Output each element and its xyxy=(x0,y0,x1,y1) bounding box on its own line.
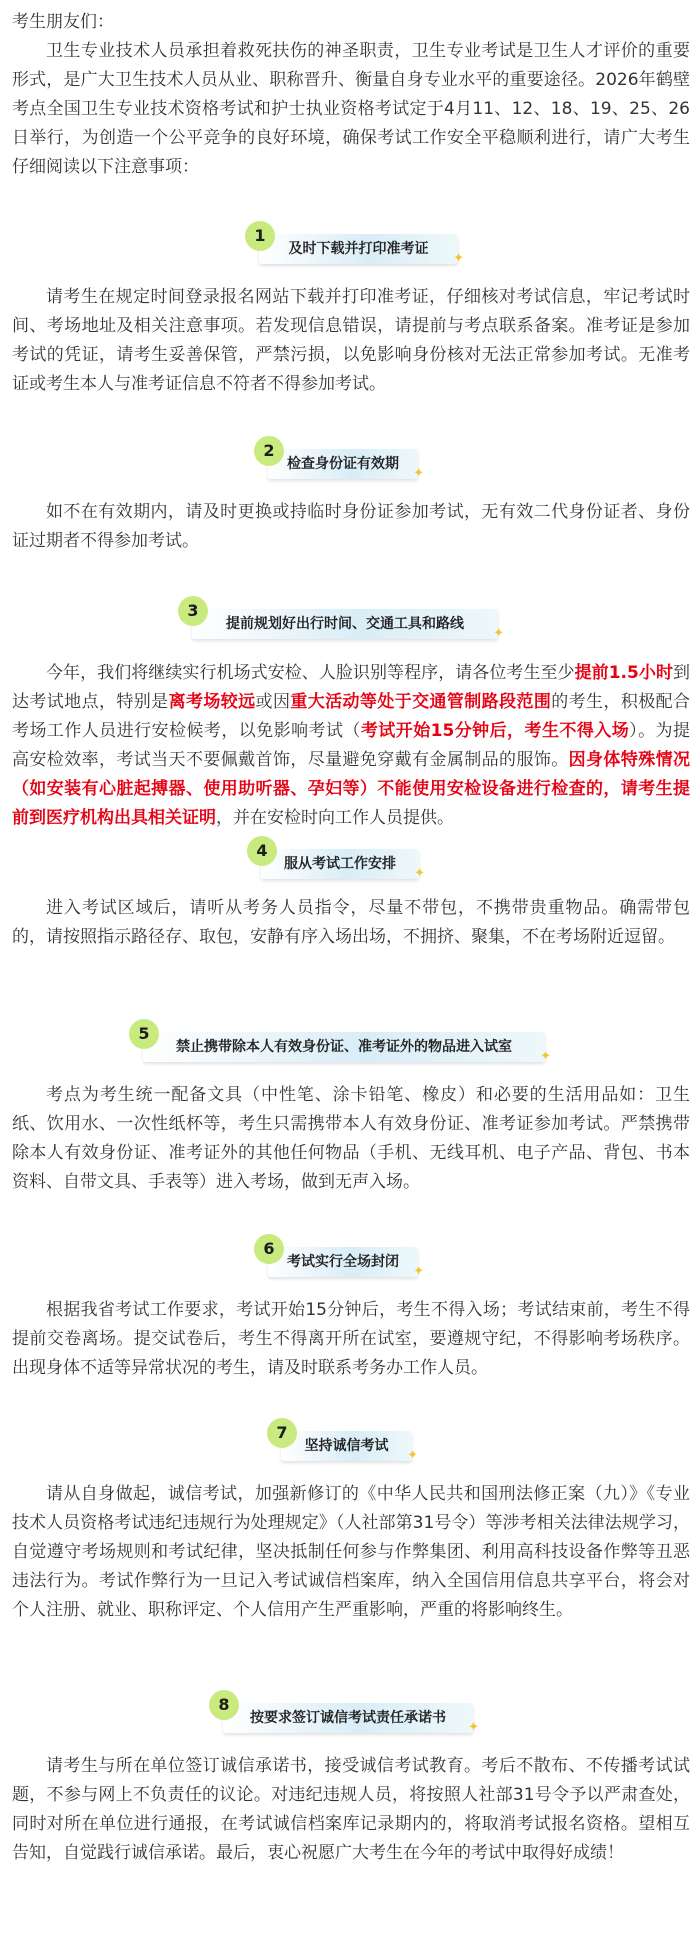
section-3-body xyxy=(12,659,690,833)
sparkle-icon: ✦ xyxy=(453,251,464,266)
section-title: 坚持诚信考试 xyxy=(304,1438,389,1454)
section-title: 禁止携带除本人有效身份证、准考证外的物品进入试室 xyxy=(176,1039,512,1055)
sparkle-icon: ✦ xyxy=(413,1264,424,1279)
section-7-body: 请从自身做起，诚信考试，加强新修订的《中华人民共和国刑法修正案（九）》《专业技术人员资格考试违纪违规行为处理规定》（人社部第31号令）等涉考相关法律法规学习，自觉遵守考场规则和考试纪律，坚决抵制任何参与作弊集团、利用高科技设备作弊等丑恶违法行为。考试作弊行为一旦记入考试诚信档案库，纳入全国信用信息共享平台，将会对个人注册、就业、职称评定、个人信用产生严重影响，严重的将影响终生。 xyxy=(12,1484,690,1620)
greeting: 考生朋友们： xyxy=(12,12,114,32)
section-title: 检查身份证有效期 xyxy=(287,456,399,472)
section-5-header xyxy=(129,1019,551,1064)
intro-paragraph: 卫生专业技术人员承担着救死扶伤的神圣职责，卫生专业考试是卫生人才评价的重要形式，是广大卫生技术人员从业、职称晋升、衡量自身专业水平的重要途径。2026年鹤壁考点全国卫生专业技术资格考试和护士执业资格考试定于4月11、12、18、19、25、26日举行，为创造一个公平竞争的良好环境，确保考试工作安全平稳顺利进行，请广大考生仔细阅读以下注意事项： xyxy=(12,41,690,177)
sparkle-icon: ✦ xyxy=(468,1720,479,1735)
body-text: ）。为提高安检效率，考试当天不要佩戴首饰，尽量避免穿戴有金属制品的服饰。 xyxy=(12,721,691,770)
section-5-body: 考点为考生统一配备文具（中性笔、涂卡铅笔、橡皮）和必要的生活用品如：卫生纸、饮用水、一次性纸杯等，考生只需携带本人有效身份证、准考证参加考试。严禁携带除本人有效身份证、准考证外的其他任何物品（手机、无线耳机、电子产品、背包、书本资料、自带文具、手表等）进入考场，做到无声入场。 xyxy=(12,1085,690,1192)
sparkle-icon: ✦ xyxy=(414,866,425,881)
section-1-header xyxy=(245,221,464,266)
sparkle-icon: ✦ xyxy=(407,1448,418,1463)
section-2-body: 如不在有效期内，请及时更换或持临时身份证参加考试，无有效二代身份证者、身份证过期者不得参加考试。 xyxy=(12,502,690,551)
section-number: 1 xyxy=(245,221,275,251)
body-text: 或因 xyxy=(255,692,291,712)
section-4-body: 进入考试区域后，请听从考务人员指令，尽量不带包，不携带贵重物品。确需带包的，请按照指示路径存、取包，安静有序入场出场，不拥挤、聚集，不在考场附近逗留。 xyxy=(12,898,690,947)
section-number: 7 xyxy=(267,1418,297,1448)
section-6-body: 根据我省考试工作要求，考试开始15分钟后，考生不得入场；考试结束前，考生不得提前交卷离场。提交试卷后，考生不得离开所在试室，要遵规守纪，不得影响考场秩序。出现身体不适等异常状况的考生，请及时联系考务办工作人员。 xyxy=(12,1300,690,1378)
section-number: 8 xyxy=(209,1690,239,1720)
section-1-body: 请考生在规定时间登录报名网站下载并打印准考证，仔细核对考试信息，牢记考试时间、考场地址及相关注意事项。若发现信息错误，请提前与考点联系备案。准考证是参加考试的凭证，请考生妥善保管，严禁污损，以免影响身份核对无法正常参加考试。无准考证或考生本人与准考证信息不符者不得参加考试。 xyxy=(12,287,690,394)
sparkle-icon: ✦ xyxy=(540,1049,551,1064)
section-3-header xyxy=(178,596,504,641)
section-number: 5 xyxy=(129,1019,159,1049)
body-text: 今年，我们将继续实行机场式安检、人脸识别等程序，请各位考生至少 xyxy=(46,663,575,683)
section-number: 4 xyxy=(247,836,277,866)
section-number: 3 xyxy=(178,596,208,626)
body-text: 到达考试地点，特别是 xyxy=(12,663,691,712)
section-8-body: 请考生与所在单位签订诚信承诺书，接受诚信考试教育。考后不散布、不传播考试试题，不参与网上不负责任的议论。对违纪违规人员，将按照人社部31号令予以严肃查处，同时对所在单位进行通报，在考试诚信档案库记录期内的，将取消考试报名资格。望相互告知，自觉践行诚信承诺。最后，衷心祝愿广大考生在今年的考试中取得好成绩！ xyxy=(12,1756,690,1863)
section-title: 按要求签订诚信考试责任承诺书 xyxy=(250,1710,446,1726)
section-4-header xyxy=(247,836,425,881)
section-8-header xyxy=(209,1690,479,1735)
section-title: 及时下载并打印准考证 xyxy=(288,241,429,257)
sparkle-icon: ✦ xyxy=(413,466,424,481)
section-title: 考试实行全场封闭 xyxy=(287,1254,399,1270)
emphasis-text: 考试开始15分钟后，考生不得入场 xyxy=(360,721,630,741)
body-text: 的考生，积极配合考场工作人员进行安检候考，以免影响考试（ xyxy=(12,692,691,741)
sparkle-icon: ✦ xyxy=(493,626,504,641)
section-6-header xyxy=(254,1234,424,1279)
section-title: 提前规划好出行时间、交通工具和路线 xyxy=(226,616,464,632)
emphasis-text: 离考场较远 xyxy=(168,692,256,712)
section-title: 服从考试工作安排 xyxy=(284,856,396,872)
section-number: 6 xyxy=(254,1234,284,1264)
section-2-header xyxy=(254,436,424,481)
emphasis-text: 因身体特殊情况（如安装有心脏起搏器、使用助听器、孕妇等）不能使用安检设备进行检查的，请考生提前到医疗机构出具相关证明 xyxy=(12,750,691,828)
emphasis-text: 重大活动等处于交通管制路段范围 xyxy=(290,692,552,712)
section-7-header xyxy=(267,1418,418,1463)
body-text: ，并在安检时向工作人员提供。 xyxy=(216,808,454,828)
section-number: 2 xyxy=(254,436,284,466)
emphasis-text: 提前1.5小时 xyxy=(574,663,674,683)
